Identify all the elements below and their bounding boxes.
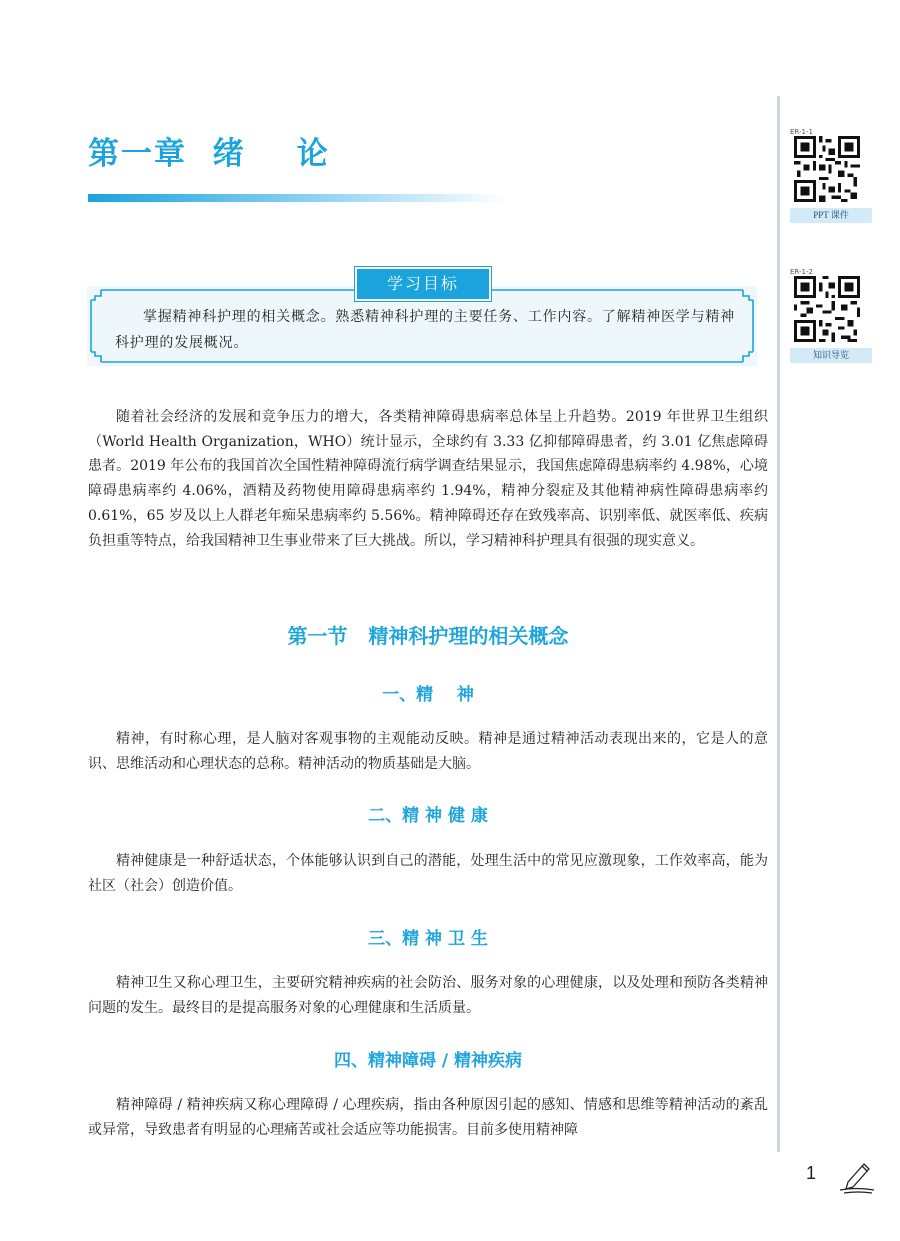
section-title: 第一节 精神科护理的相关概念 [287, 624, 569, 648]
qr-code-id: ER-1-1 [790, 128, 813, 136]
subsection-text-2: 精神健康是一种舒适状态，个体能够认识到自己的潜能，处理生活中的常见应激现象，工作效率高，能为社区（社会）创造价值。 [88, 853, 768, 894]
objectives-text: 掌握精神科护理的相关概念。熟悉精神科护理的主要任务、工作内容。了解精神医学与精神科护理的发展概况。 [115, 309, 735, 351]
pencil-icon [836, 1160, 876, 1194]
subsection-title-1: 一、精 神 [382, 685, 474, 705]
qr-code-id: ER-1-2 [790, 268, 813, 276]
learning-objectives-box [87, 274, 757, 366]
qr-block-guide[interactable] [790, 268, 872, 363]
objectives-heading: 学习目标 [357, 269, 489, 299]
intro-paragraph: 随着社会经济的发展和竞争压力的增大，各类精神障碍患病率总体呈上升趋势。2019 年世界卫生组织（World Health Organization，WHO）统计显示，全球约有 3.33 亿抑郁障碍患者，约 3.01 亿焦虑障碍患者。2019 年公布的我国首次全国性精神障碍流行病学调查结果显示，我国焦虑障碍患病率约 4.98%，心境障碍患病率约 4.06%，酒精及药物使用障碍患病率约 1.94%，精神分裂症及其他精神病性障碍患病率约 0.61%，65 岁及以上人群老年痴呆患病率约 5.56%。精神障碍还存在致残率高、识别率低、就医率低、疾病负担重等特点，给我国精神卫生事业带来了巨大挑战。所以，学习精神科护理具有很强的现实意义。 [88, 409, 768, 549]
subsection-text-4: 精神障碍 / 精神疾病又称心理障碍 / 心理疾病，指由各种原因引起的感知、情感和思维等精神活动的紊乱或异常，导致患者有明显的心理痛苦或社会适应等功能损害。目前多使用精神障 [88, 1097, 768, 1138]
chapter-title: 第一章 绪 论 [88, 136, 330, 172]
title-underline-bar [88, 194, 508, 202]
subsection-text-1: 精神，有时称心理，是人脑对客观事物的主观能动反映。精神是通过精神活动表现出来的，它是人的意识、思维活动和心理状态的总称。精神活动的物质基础是大脑。 [88, 731, 768, 772]
subsection-title-4: 四、精神障碍 / 精神疾病 [333, 1051, 523, 1071]
qr-code-icon[interactable] [794, 276, 860, 342]
subsection-title-2: 二、精 神 健 康 [368, 806, 488, 826]
subsection-text-3: 精神卫生又称心理卫生，主要研究精神疾病的社会防治、服务对象的心理健康，以及处理和预防各类精神问题的发生。最终目的是提高服务对象的心理健康和生活质量。 [88, 975, 768, 1016]
qr-caption-ppt: PPT 课件 [790, 208, 872, 223]
subsection-title-3: 三、精 神 卫 生 [368, 929, 488, 949]
page-number: 1 [806, 1163, 817, 1183]
qr-code-icon[interactable] [794, 136, 860, 202]
qr-caption-guide: 知识导览 [790, 348, 872, 363]
qr-block-ppt[interactable] [790, 128, 872, 223]
